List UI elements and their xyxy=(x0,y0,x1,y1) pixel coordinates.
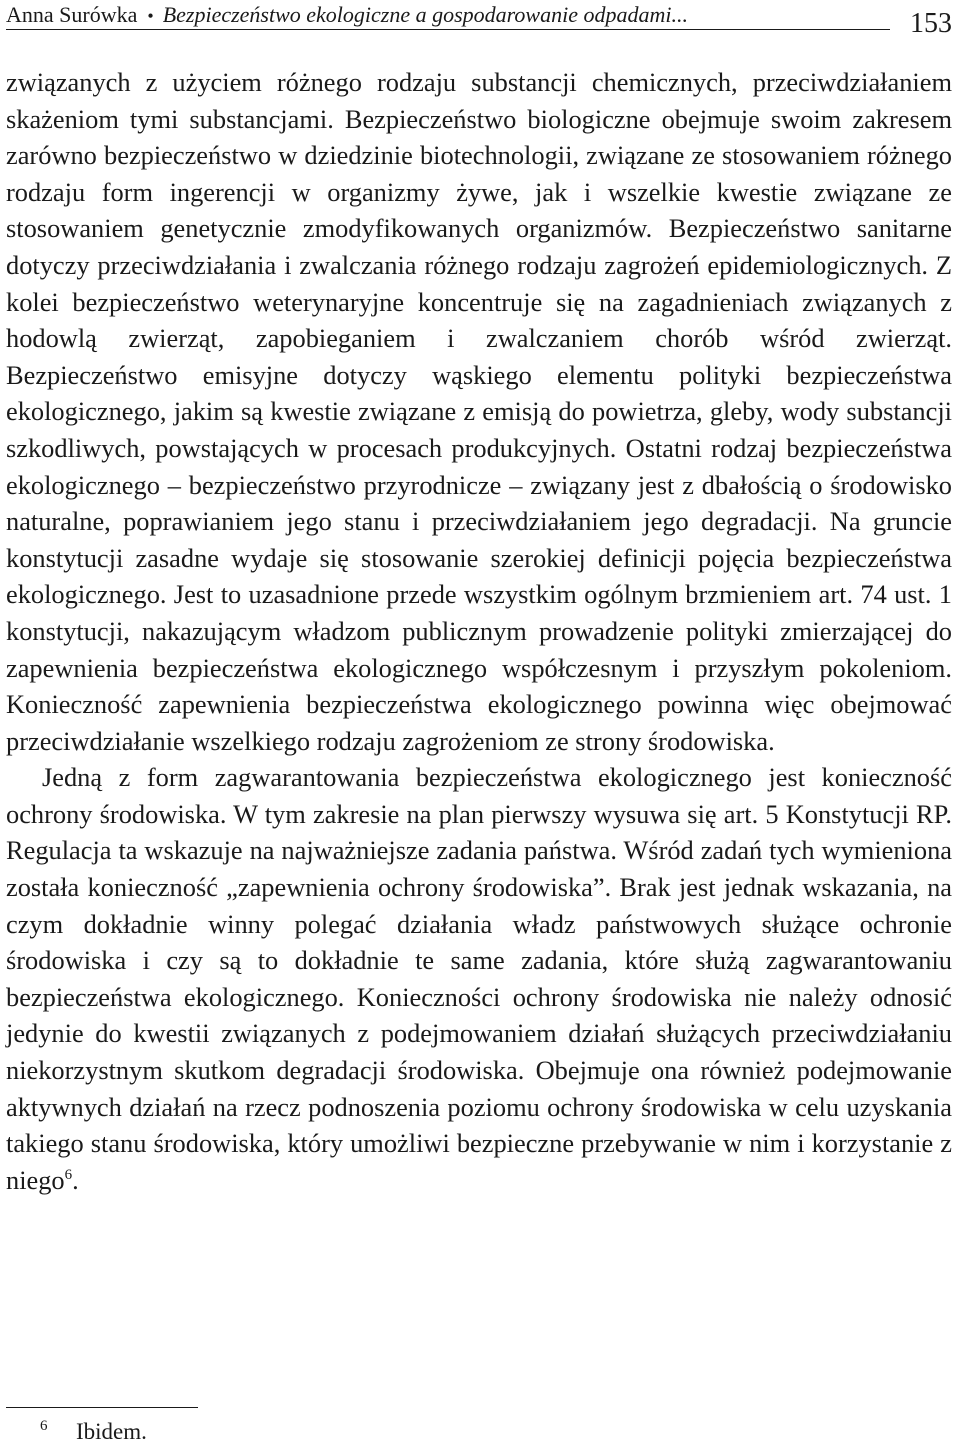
running-head-separator: • xyxy=(147,6,154,26)
body-paragraph-2 xyxy=(6,759,952,1198)
footnote xyxy=(6,1413,147,1445)
footnote-text: Ibidem. xyxy=(76,1419,147,1444)
body-paragraph-2-text: Jedną z form zagwarantowania bezpieczeństwa ekologicznego jest konieczność ochrony środowiska. W tym zakresie na plan pierwszy wysuwa się art. 5 Konstytucji RP. Regulacja ta wskazuje na najważniejsze zadania państwa. Wśród zadań tych wymieniona została konieczność „zapewnienia ochrony środowiska”. Brak jest jednak wskazania, na czym dokładnie winny polegać działania władz państwowych służące ochronie środowiska i czy są to dokładnie te same zadania, które służą zagwarantowaniu bezpieczeństwa ekologicznego. Konieczności ochrony środowiska nie należy odnosić jedynie do kwestii związanych z podejmowaniem działań służących przeciwdziałaniu niekorzystnym skutkom degradacji środowiska. Obejmuje ona również podejmowanie aktywnych działań na rzecz podnoszenia poziomu ochrony środowiska w celu uzyskania takiego stanu środowiska, który umożliwi bezpieczne przebywanie w nim i korzystanie z niego xyxy=(6,762,952,1195)
body-paragraph-1: związanych z użyciem różnego rodzaju substancji chemicznych, przeciwdziałaniem skażeniom tymi substancjami. Bezpieczeństwo biologiczne obejmuje swoim zakresem zarówno bezpieczeństwo w dziedzinie biotechnologii, związane ze stosowaniem różnego rodzaju form ingerencji w organizmy żywe, jak i wszelkie kwestie związane ze stosowaniem genetycznie zmodyfikowanych organizmów. Bezpieczeństwo sanitarne dotyczy przeciwdziałania i zwalczania różnego rodzaju zagrożeń epidemiologicznych. Z kolei bezpieczeństwo weterynaryjne koncentruje się na zagadnieniach związanych z hodowlą zwierząt, zapobieganiem i zwalczaniem chorób wśród zwierząt. Bezpieczeństwo emisyjne dotyczy wąskiego elementu polityki bezpieczeństwa ekologicznego, jakim są kwestie związane z emisją do powietrza, gleby, wody substancji szkodliwych, powstających w procesach produkcyjnych. Ostatni rodzaj bezpieczeństwa ekologicznego – bezpieczeństwo przyrodnicze – związany jest z dbałością o środowisko naturalne, poprawianiem jego stanu i przeciwdziałaniem jego degradacji. Na gruncie konstytucji zasadne wydaje się stosowanie szerokiej definicji pojęcia bezpieczeństwa ekologicznego. Jest to uzasadnione przede wszystkim ogólnym brzmieniem art. 74 ust. 1 konstytucji, nakazującym władzom publicznym prowadzenie polityki zmierzającej do zapewnienia bezpieczeństwa ekologicznego współczesnym i przyszłym pokoleniom. Konieczność zapewnienia bezpieczeństwa ekologicznego powinna więc obejmować przeciwdziałanie wszelkiego rodzaju zagrożeniom ze strony środowiska. xyxy=(6,67,952,756)
running-header xyxy=(6,0,952,40)
body-paragraph-2-end: . xyxy=(72,1164,79,1195)
footnote-divider xyxy=(6,1407,198,1408)
header-rule xyxy=(6,29,890,30)
footnote-reference[interactable]: 6 xyxy=(64,1167,73,1184)
page-number: 153 xyxy=(910,8,952,39)
body-text xyxy=(6,64,952,1198)
running-head-author: Anna Surówka xyxy=(6,2,138,27)
footnote-number: 6 xyxy=(40,1418,48,1434)
running-head-title: Bezpieczeństwo ekologiczne a gospodarowanie odpadami... xyxy=(162,2,688,27)
running-head-text xyxy=(6,2,688,29)
